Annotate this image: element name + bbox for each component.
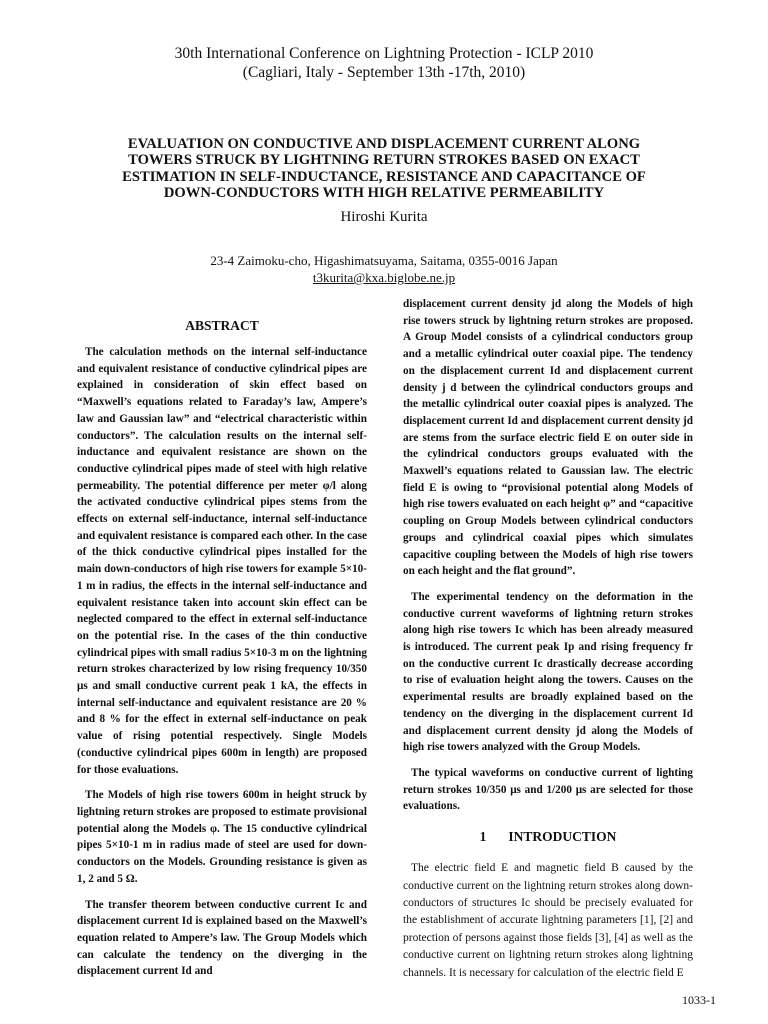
- abstract-paragraph-2: The Models of high rise towers 600m in height struck by lightning return strokes are proposed to estimate provisional potential along the Models φ. The 15 conductive cylindrical pipes 5×10-1 m in radius made of steel are used for down-conductors on the Models. Grounding resistance is given as 1, 2 and 5 Ω.: [77, 789, 367, 885]
- section-title: INTRODUCTION: [508, 829, 617, 845]
- conference-location: (Cagliari, Italy - September 13th -17th, 2010): [242, 64, 526, 81]
- abstract-heading: ABSTRACT: [185, 318, 259, 333]
- affiliation: [0, 252, 768, 286]
- introduction-paragraph: The electric field E and magnetic field B caused by the conductive current on the lightning return strokes along down-conductors of structures Ic should be precisely evaluated for the establishment of accurate lightning parameters [1], [2] and protection of persons against those fields [3], [4] as well as the conductive current on lightning return strokes along lightning channels. It is necessary for calculation of the electric field E: [403, 862, 693, 979]
- conference-header: [0, 44, 768, 82]
- right-column: [403, 296, 693, 991]
- abstract-paragraph-6: The typical waveforms on conductive current of lighting return strokes 10/350 μs and 1/200 μs are selected for those evaluations.: [403, 766, 693, 813]
- abstract-paragraph-3: The transfer theorem between conductive current Ic and displacement current Id is explained based on the Maxwell’s equation related to Ampere’s law. The Group Models which can calculate the tendency on the diverging in the displacement current Id and: [77, 898, 367, 978]
- author-address: 23-4 Zaimoku-cho, Higashimatsuyama, Saitama, 0355-0016 Japan: [210, 253, 558, 268]
- abstract-paragraph-1: The calculation methods on the internal self-inductance and equivalent resistance of conductive cylindrical pipes are explained in consideration of skin effect based on “Maxwell’s equations related to Faraday’s law, Ampere’s law and Gaussian law” and “electrical characteristic within conductors”. The calculation results on the internal self-inductance and equivalent resistance are shown on the conductive cylindrical pipes made of steel with high relative permeability. The potential difference per meter φ/l along the activated conductive cylindrical pipes stems from the effects on external self-inductance, internal self-inductance and equivalent resistance is compared each other. In the case of the thick conductive cylindrical pipes installed for the main down-conductors of high rise towers for example 5×10-1 m in radius, the effects in the internal self-inductance and equivalent resistance taken into account skin effect can be neglected compared to the effect in external self-inductance on the potential rise. In the cases of the thin conductive cylindrical pipes with small radius 5×10-3 m on the lightning return strokes characterized by low rising frequency 10/350 μs and small conductive current peak 1 kA, the effects in internal self-inductance and equivalent resistance are 20 % and 8 % for the effect in external self-inductance on peak value of rising potential respectively. Single Models (conductive cylindrical pipes 600m in length) are proposed for those evaluations.: [77, 346, 367, 776]
- abstract-paragraph-4: displacement current density jd along the Models of high rise towers struck by lightning return strokes are proposed. A Group Model consists of a cylindrical conductors group and a metallic cylindrical outer coaxial pipe. The tendency on the displacement current Id and displacement current density j d between the cylindrical conductors groups and the metallic cylindrical outer coaxial pipes is analyzed. The displacement current Id and displacement current density jd are stems from the surface electric field E on outer side in the cylindrical conductors groups evaluated with the Maxwell’s equations related to Gaussian law. The electric field E is owing to “provisional potential along Models of high rise towers evaluated on each height φ” and “capacitive coupling on Group Models between cylindrical conductors groups and cylindrical coaxial pipes which simulates capacitive coupling between the Models of high rise towers on each height and the flat ground”.: [403, 298, 693, 578]
- section-number: 1: [479, 829, 487, 845]
- author-name: Hiroshi Kurita: [340, 209, 428, 225]
- conference-name: 30th International Conference on Lightning Protection - ICLP 2010: [174, 45, 594, 62]
- page-number: 1033-1: [682, 993, 716, 1007]
- introduction-heading: [403, 829, 693, 845]
- author-email[interactable]: t3kurita@kxa.biglobe.ne.jp: [312, 270, 456, 285]
- left-column: [77, 296, 367, 989]
- paper-title: EVALUATION ON CONDUCTIVE AND DISPLACEMENT CURRENT ALONG TOWERS STRUCK BY LIGHTNING RETURN STROKES BASED ON EXACT ESTIMATION IN SELF-INDUCTANCE, RESISTANCE AND CAPACITANCE OF DOWN-CONDUCTORS WITH HIGH RELATIVE PERMEABILITY: [122, 136, 646, 201]
- abstract-paragraph-5: The experimental tendency on the deformation in the conductive current waveforms of lightning return strokes along high rise towers Ic which has been already measured is introduced. The current peak Ip and rising frequency fr on the conductive current Ic drastically decrease according to rise of evaluation height along the towers. Causes on the experimental results are broadly explained based on the tendency on the diverging in the displacement current Id and displacement current density jd along the Models of high rise towers analyzed with the Group Models.: [403, 590, 693, 754]
